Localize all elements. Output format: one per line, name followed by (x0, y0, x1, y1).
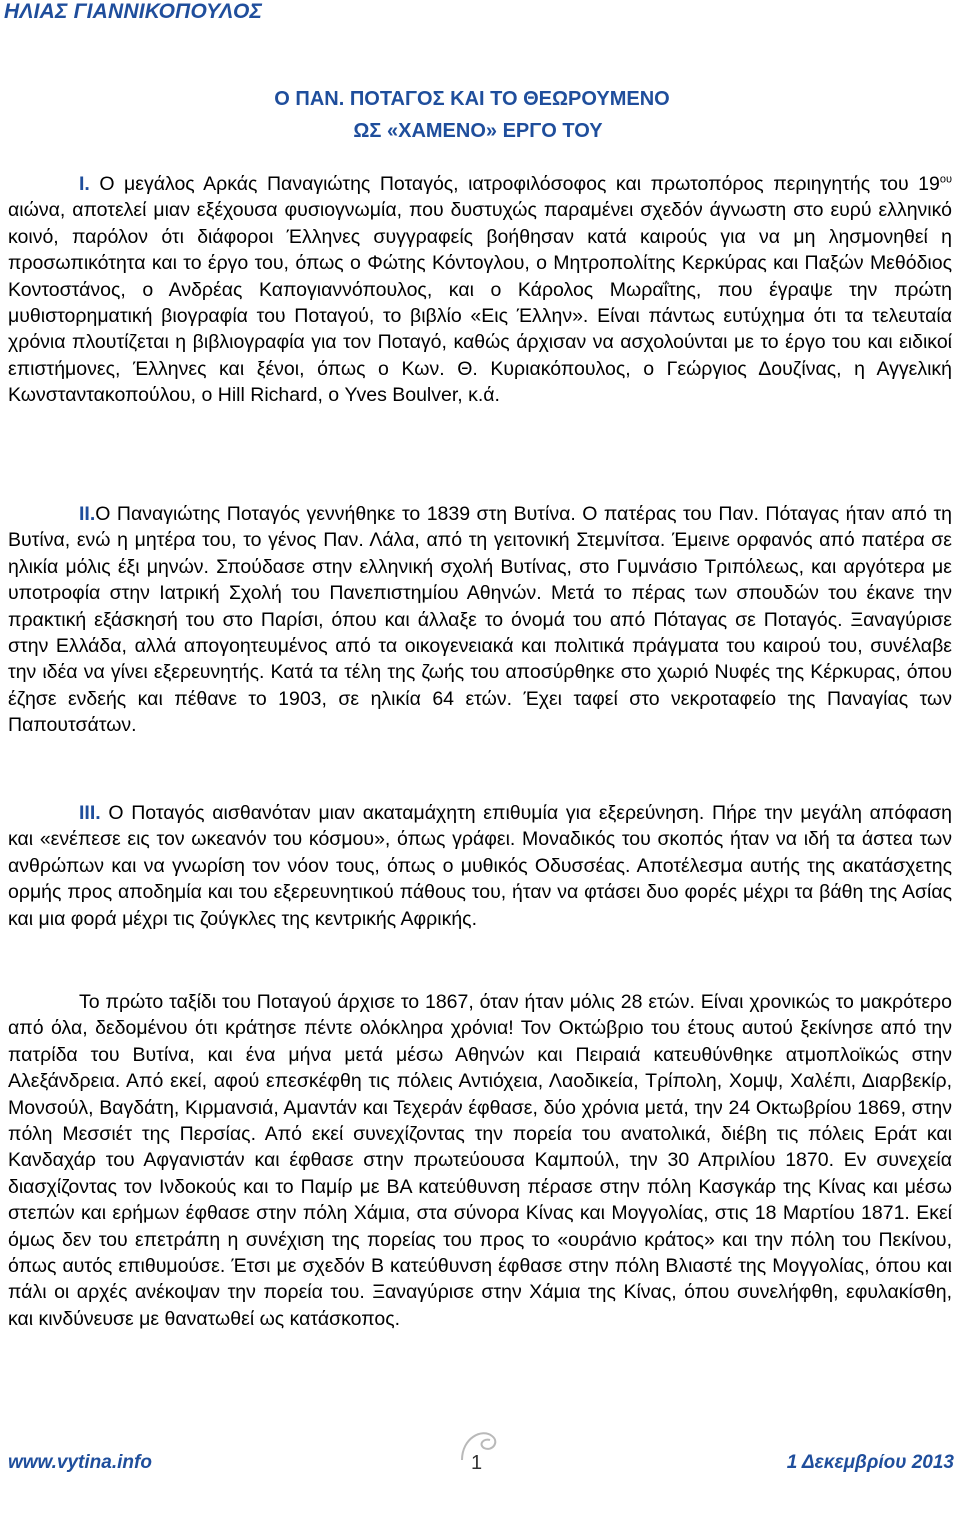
footer-page-number: 1 (471, 1452, 483, 1474)
paragraph-section-3 (8, 800, 952, 932)
paragraph-1-text-b: αιώνα, αποτελεί μιαν εξέχουσα φυσιογνωμία, που δυστυχώς παραμένει σχεδόν άγνωστη στο ευρύ ελληνικό κοινό, παρόλον ότι διάφοροι Έλληνες συγγραφείς βοήθησαν κατά καιρούς για να μη λησμονηθεί η προσωπικότητα και το έργο του, όπως ο Φώτης Κόντογλου, ο Μητροπολίτης Κερκύρας και Παξών Μεθόδιος Κοντοστάνος, ο Ανδρέας Καπογιαννόπουλος, και ο Κάρολος Μωραΐτης, που έγραψε την πρώτη μυθιστορηματική βιογραφία του Ποταγού, το βιβλίο «Εις Έλλην». Είναι πάντως ευτύχημα ότι τα τελευταία χρόνια πλουτίζεται η βιβλιογραφία για τον Ποταγό, καθώς άρχισαν να ασχολούνται με το έργο του και ειδικοί επιστήμονες, Έλληνες και ξένοι, όπως ο Κων. Θ. Κυριακόπουλος, ο Γεώργιος Δουζίνας, η Αγγελική Κωνσταντακοπούλου, ο Hill Richard, ο Yves Boulver, κ.ά. (8, 199, 952, 407)
footer-date: 1 Δεκεμβρίου 2013 (786, 1452, 954, 1473)
superscript-ou: ου (939, 173, 952, 186)
paragraph-1-text-a: Ο μεγάλος Αρκάς Παναγιώτης Ποταγός, ιατροφιλόσοφος και πρωτοπόρος περιηγητής του 19 (89, 173, 940, 195)
paragraph-2-text: Ο Παναγιώτης Ποταγός γεννήθηκε το 1839 στη Βυτίνα. Ο πατέρας του Παν. Πόταγας ήταν από τη Βυτίνα, ενώ η μητέρα του, το γένος Παν. Λάλα, από τη γειτονική Στεμνίτσα. Έμεινε ορφανός από πατέρα σε ηλικία μόλις έξι μηνών. Σπούδασε στην ελληνική σχολή Βυτίνας, στο Γυμνάσιο Τριπόλεως, και αργότερα με υποτροφία στην Ιατρική Σχολή του Πανεπιστημίου Αθηνών. Μετά το πέρας των σπουδών του έκανε την πρακτική εξάσκησή του στο Παρίσι, όπου και άλλαξε το όνομά του από Πόταγας σε Ποταγός. Ξαναγύρισε στην Ελλάδα, αλλά απογοητευμένος από τα οικογενειακά και πολιτικά πράγματα του καιρού του, συνέλαβε την ιδέα να γίνει εξερευνητής. Κατά τα τέλη της ζωής του αποσύρθηκε στο χωριό Νυφές της Κέρκυρας, όπου έζησε ενδεής και πέθανε το 1903, σε ηλικία 64 ετών. Έχει ταφεί στο νεκροταφείο της Παναγίας των Παπουτσάτων. (8, 503, 952, 737)
section-numeral-1: I. (79, 173, 90, 195)
paragraph-section-1 (8, 171, 952, 409)
paragraph-section-4 (8, 989, 952, 1332)
document-title-line-2: ΩΣ «ΧΑΜΕΝΟ» ΕΡΓΟ ΤΟΥ (353, 120, 603, 142)
author-name: ΗΛΙΑΣ ΓΙΑΝΝΙΚΟΠΟΥΛΟΣ (4, 0, 263, 23)
page-ornament-icon (452, 1424, 522, 1464)
paragraph-3-text: Ο Ποταγός αισθανόταν μιαν ακαταμάχητη επιθυμία για εξερεύνηση. Πήρε την μεγάλη απόφαση και «ενέπεσε εις τον ωκεανόν του κόσμου», όπως γράφει. Μοναδικός του σκοπός ήταν να ιδή τα άστεα των ανθρώπων και να γνωρίση τον νόον τους, όπως ο μυθικός Οδυσσέας. Αποτέλεσμα αυτής της ακατάσχετης ορμής προς αποδημία και του εξερευνητικού πάθους του, ήταν να φτάσει δυο φορές μέχρι τα βάθη της Ασίας και μια φορά μέχρι τις ζούγκλες της κεντρικής Αφρικής. (8, 802, 952, 930)
paragraph-4-text: Το πρώτο ταξίδι του Ποταγού άρχισε το 1867, όταν ήταν μόλις 28 ετών. Είναι χρονικώς το μακρότερο από όλα, δεδομένου ότι κράτησε πέντε ολόκληρα χρόνια! Τον Οκτώβριο του έτους αυτού ξεκίνησε από την πατρίδα του Βυτίνα, και ένα μήνα μετά μέσω Αθηνών και Πειραιά κατευθύνθηκε ατμοπλοϊκώς στην Αλεξάνδρεια. Από εκεί, αφού επεσκέφθη τις πόλεις Αντιόχεια, Λαοδικεία, Τρίπολη, Χομψ, Χαλέπι, Διαρβεκίρ, Μονσούλ, Βαγδάτη, Κιρμανσιά, Αμαντάν και Τεχεράν έφθασε, δύο χρόνια μετά, την 24 Οκτωβρίου 1869, στην πόλη Μεσσιέτ της Περσίας. Από εκεί συνεχίζοντας την πορεία του ανατολικά, διέβη τις πόλεις Εράτ και Κανδαχάρ του Αφγανιστάν και έφθασε στην πρωτεύουσα Καμπούλ, την 30 Απριλίου 1870. Εν συνεχεία διασχίζοντας τον Ινδοκούς και το Παμίρ με ΒΑ κατεύθυνση πέρασε στην πόλη Κασγκάρ της Κίνας και μέσω στεπών και ερήμων έφθασε στην πόλη Χάμια, στα σύνορα Κίνας και Μογγολίας, στις 18 Μαρτίου 1871. Εκεί όμως δεν του επετράπη η συνέχιση της πορείας του προς το «ουράνιο κράτος» και την πόλη του Πεκίνου, όπως αυτός επιθυμούσε. Έτσι με σχεδόν Β κατεύθυνση έφθασε στην πόλη Βλιαστέ της Μογγολίας, όπου και πάλι οι αρχές ανέκοψαν την πορεία του. Ξαναγύρισε στην Χάμια της Κίνας, όπου συνελήφθη, εφυλακίσθη, και κινδύνευσε με θανατωθεί ως κατάσκοπος. (8, 991, 952, 1330)
section-numeral-2: II. (79, 503, 96, 525)
section-numeral-3: III. (79, 802, 101, 824)
document-title-line-1: Ο ΠΑΝ. ΠΟΤΑΓΟΣ ΚΑΙ ΤΟ ΘΕΩΡΟΥΜΕΝΟ (274, 88, 670, 110)
paragraph-section-2 (8, 501, 952, 739)
footer-website-link[interactable]: www.vytina.info (8, 1452, 152, 1473)
